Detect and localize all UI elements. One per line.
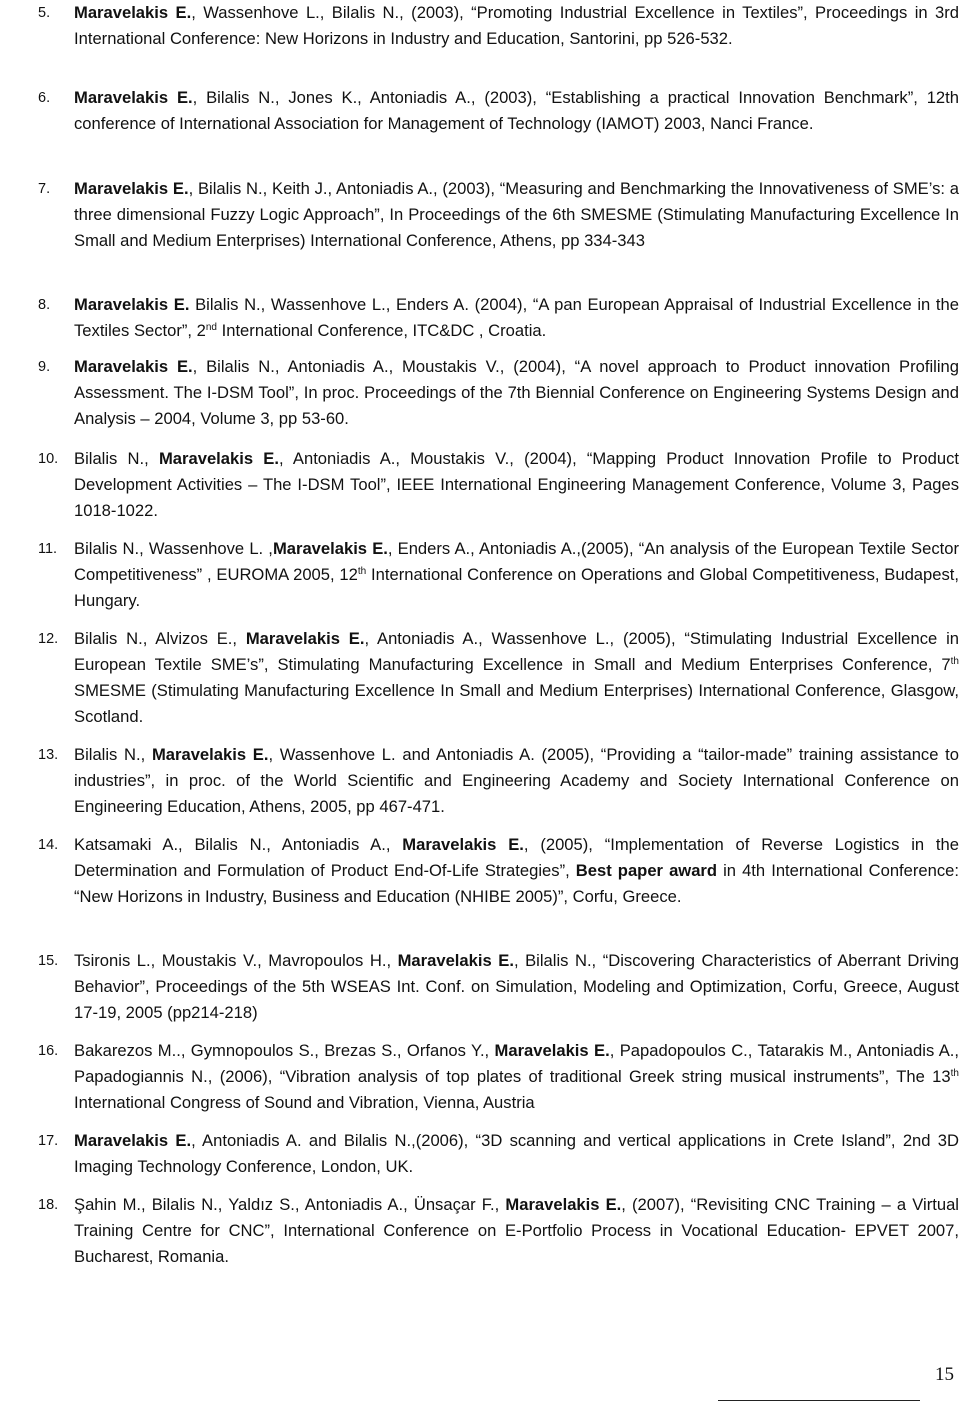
reference-text-segment: , Wassenhove L. and Antoniadis A. (2005), “Providing a “tailor-made” training assistance to industries”, in proc. of the World Scientific and Engineering Academy and Society International Conference on Engineering Education, Athens, 2005, pp 467-471. [74, 745, 959, 816]
bold-text: Maravelakis E. [158, 449, 279, 468]
bold-text: Maravelakis E. [272, 539, 388, 558]
reference-text-segment: International Conference, ITC&DC , Croatia. [217, 321, 547, 340]
reference-item [38, 292, 959, 344]
reference-text-segment: , (2005), “Implementation of Reverse Logistics in the Determination and Formulation of Product End-Of-Life Strategies”, [74, 835, 959, 880]
reference-item [38, 536, 959, 614]
reference-text-segment: , Antoniadis A., Wassenhove L., (2005), “Stimulating Industrial Excellence in European Textile SME’s”, Stimulating Manufacturing Excellence in Small and Medium Enterprises Conference, 7 [74, 629, 960, 674]
reference-text [74, 1192, 959, 1270]
reference-text-segment: Bilalis N., [74, 745, 152, 764]
superscript-text: th [950, 656, 959, 667]
reference-number: 5. [38, 5, 51, 21]
bold-text: Maravelakis E. [74, 357, 193, 376]
reference-text-segment: , Antoniadis A., Moustakis V., (2004), “Mapping Product Innovation Profile to Product Development Activities – The I-DSM Tool”, IEEE International Engineering Management Conference, Volume 3, Pages 1018-1022. [74, 449, 959, 520]
reference-text [74, 832, 959, 910]
reference-text [74, 1038, 959, 1116]
reference-text-segment: Katsamaki A., Bilalis N., Antoniadis A., [74, 835, 403, 854]
bold-text: Maravelakis E. [74, 1131, 192, 1150]
reference-item [38, 1128, 959, 1180]
reference-number: 7. [38, 181, 51, 197]
superscript-text: nd [205, 322, 217, 333]
reference-text-segment: Bakarezos M.., Gymnopoulos S., Brezas S., Orfanos Y., [74, 1041, 495, 1060]
reference-text [74, 292, 959, 344]
reference-text-segment: in 4th International Conference: “New Horizons in Industry, Business and Education (NHIBE 2005)”, Corfu, Greece. [74, 861, 960, 906]
reference-item [38, 446, 959, 524]
reference-item [38, 742, 959, 820]
reference-text-segment: Bilalis N., Wassenhove L., Enders A. (2004), “A pan European Appraisal of Industrial Excellence in the Textiles Sector”, 2 [74, 295, 959, 340]
reference-text-segment: Bilalis N., Alvizos E., [74, 629, 246, 648]
reference-item [38, 354, 959, 432]
reference-text-segment: , Bilalis N., Jones K., Antoniadis A., (2003), “Establishing a practical Innovation Benchmark”, 12th conference of International Association for Management of Technology (IAMOT) 2003, Nanci France. [74, 88, 959, 133]
reference-text-segment: Şahin M., Bilalis N., Yaldız S., Antoniadis A., Ünsaçar F., [74, 1195, 506, 1214]
reference-text [74, 446, 959, 524]
reference-number: 17. [38, 1133, 59, 1149]
reference-number: 12. [38, 631, 59, 647]
reference-text [74, 0, 959, 52]
footer-divider [718, 1400, 920, 1401]
reference-text [74, 1128, 959, 1180]
reference-text [74, 176, 959, 254]
reference-number: 6. [38, 90, 51, 106]
reference-number: 16. [38, 1043, 59, 1059]
reference-text-segment: Bilalis N., Wassenhove L. , [74, 539, 273, 558]
bold-text: Maravelakis E. [245, 629, 365, 648]
reference-text [74, 85, 959, 137]
bold-text: Maravelakis E. [74, 179, 189, 198]
reference-item [38, 1038, 959, 1116]
reference-number: 14. [38, 837, 59, 853]
reference-item [38, 832, 959, 910]
bold-text: Maravelakis E. [74, 295, 190, 314]
reference-text-segment: Tsironis L., Moustakis V., Mavropoulos H., [74, 951, 398, 970]
reference-item [38, 626, 959, 730]
reference-text-segment: , Bilalis N., Keith J., Antoniadis A., (2003), “Measuring and Benchmarking the Innovativeness of SME’s: a three dimensional Fuzzy Logic Approach”, In Proceedings of the 6th SMESME (Stimulating Manufacturing Excellence In Small and Medium Enterprises) International Conference, Athens, pp 334-343 [74, 179, 960, 250]
reference-text-segment: , Wassenhove L., Bilalis N., (2003), “Promoting Industrial Excellence in Textiles”, Proceedings in 3rd International Conference: New Horizons in Industry and Education, Santorini, pp 526-532. [74, 3, 960, 48]
reference-text-segment: International Conference on Operations and Global Competitiveness, Budapest, Hungary. [74, 565, 959, 610]
reference-item [38, 1192, 959, 1270]
reference-item [38, 85, 959, 137]
reference-number: 11. [38, 541, 58, 557]
reference-text-segment: , Bilalis N., Antoniadis A., Moustakis V., (2004), “A novel approach to Product innovation Profiling Assessment. The I-DSM Tool”, In proc. Proceedings of the 7th Biennial Conference on Engineering Systems Design and Analysis – 2004, Volume 3, pp 53-60. [74, 357, 959, 428]
bold-text: Maravelakis E. [505, 1195, 622, 1214]
reference-text-segment: , Enders A., Antoniadis A.,(2005), “An analysis of the European Textile Sector Competitiveness” , EUROMA 2005, 12 [74, 539, 960, 584]
bold-text: Maravelakis E. [74, 88, 193, 107]
bold-text: Maravelakis E. [74, 3, 192, 22]
reference-text-segment: Bilalis N., [74, 449, 159, 468]
reference-text-segment: SMESME (Stimulating Manufacturing Excellence In Small and Medium Enterprises) International Conference, Glasgow, Scotland. [74, 681, 959, 726]
reference-text-segment: , Papadopoulos C., Tatarakis M., Antoniadis A., Papadogiannis N., (2006), “Vibration analysis of top plates of traditional Greek string musical instruments”, The 13 [74, 1041, 959, 1086]
reference-number: 10. [38, 451, 59, 467]
bold-text: Maravelakis E. [397, 951, 514, 970]
reference-text-segment: , (2007), “Revisiting CNC Training – a Virtual Training Centre for CNC”, International Conference on E-Portfolio Process in Vocational Education- EPVET 2007, Bucharest, Romania. [74, 1195, 959, 1266]
reference-item [38, 176, 959, 254]
page-number: 15 [935, 1364, 954, 1385]
reference-text-segment: International Congress of Sound and Vibration, Vienna, Austria [74, 1093, 535, 1112]
reference-text [74, 948, 959, 1026]
reference-text [74, 626, 959, 730]
reference-text [74, 536, 959, 614]
reference-number: 18. [38, 1197, 59, 1213]
reference-number: 13. [38, 747, 59, 763]
superscript-text: th [950, 1068, 959, 1079]
reference-text [74, 354, 959, 432]
reference-text [74, 742, 959, 820]
reference-item [38, 948, 959, 1026]
reference-text-segment: , Bilalis N., “Discovering Characteristics of Aberrant Driving Behavior”, Proceedings of the 5th WSEAS Int. Conf. on Simulation, Modeling and Optimization, Corfu, Greece, August 17-19, 2005 (pp214-218) [74, 951, 960, 1022]
bold-text: Maravelakis E. [494, 1041, 610, 1060]
reference-number: 9. [38, 359, 51, 375]
reference-item [38, 0, 959, 52]
bold-text: Maravelakis E. [402, 835, 524, 854]
bold-text: Maravelakis E. [151, 745, 269, 764]
bold-text: Best paper award [575, 861, 718, 880]
reference-text-segment: , Antoniadis A. and Bilalis N.,(2006), “3D scanning and vertical applications in Crete Island”, 2nd 3D Imaging Technology Conference, London, UK. [74, 1131, 960, 1176]
superscript-text: th [357, 566, 367, 577]
reference-number: 15. [38, 953, 59, 969]
reference-number: 8. [38, 297, 51, 313]
